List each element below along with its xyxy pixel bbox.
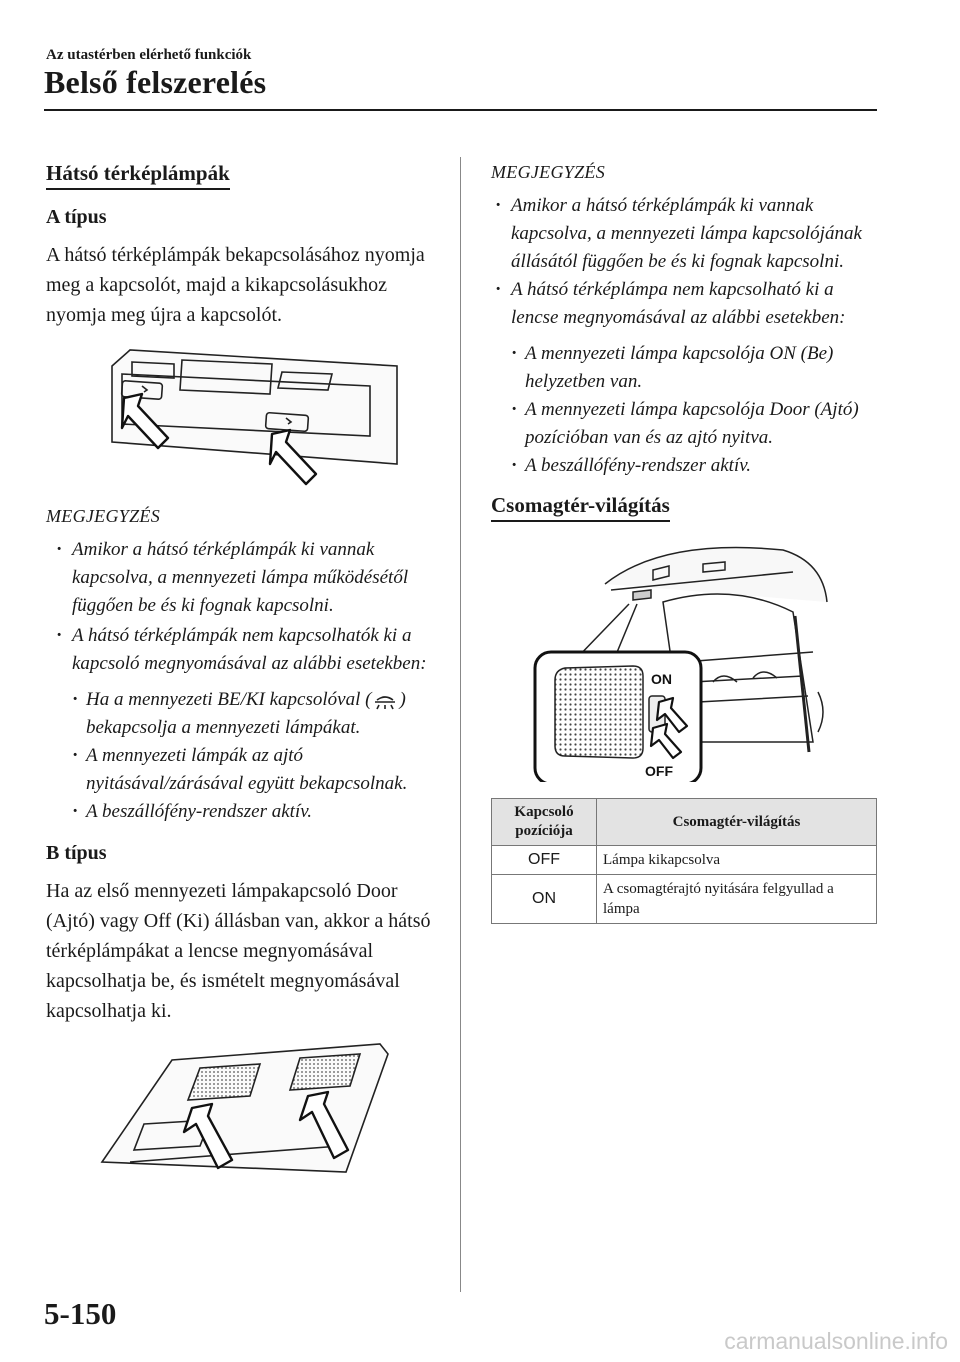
table-row xyxy=(492,846,877,875)
rear-map-lamps-heading: Hátsó térképlámpák xyxy=(46,160,230,190)
type-a-switch-figure xyxy=(102,344,402,486)
cargo-light-table xyxy=(491,798,877,924)
note-b-sub-3: · A beszállófény-rendszer aktív. xyxy=(485,452,883,480)
table-cell-description: A csomagtérajtó nyitására felgyullad a lámpa xyxy=(597,875,877,924)
note-a-sub-2: · A mennyezeti lámpák az ajtó nyitásával/zárásával együtt bekapcsolnak. xyxy=(46,742,436,798)
note-b-sub-1: · A mennyezeti lámpa kapcsolója ON (Be) helyzetben van. xyxy=(485,340,883,396)
page-number: 5-150 xyxy=(44,1296,117,1331)
note-b-sub-2: · A mennyezeti lámpa kapcsolója Door (Ajtó) pozícióban van és az ajtó nyitva. xyxy=(485,396,883,452)
dome-light-icon xyxy=(371,692,399,710)
off-label: OFF xyxy=(645,763,673,779)
page-title: Belső felszerelés xyxy=(44,64,267,100)
table-header-light: Csomagtér-világítás xyxy=(597,799,877,846)
breadcrumb: Az utastérben elérhető funkciók xyxy=(46,47,252,63)
watermark: carmanualsonline.info xyxy=(724,1328,948,1354)
note-a-sub-1-pre: Ha a mennyezeti BE/KI kapcsolóval ( xyxy=(86,689,372,710)
type-a-label: A típus xyxy=(46,206,107,228)
note-a-list xyxy=(46,536,436,678)
right-column xyxy=(491,160,883,924)
on-label: ON xyxy=(651,671,672,687)
column-divider xyxy=(460,157,461,1292)
note-b-heading: MEGJEGYZÉS xyxy=(491,162,605,182)
note-a-bullet-1: · Amikor a hátsó térképlámpák ki vannak kapcsolva, a mennyezeti lámpa működésétől függően be és ki fognak kapcsolni. xyxy=(46,536,436,620)
note-b-sublist xyxy=(485,340,883,480)
note-b-bullet-1: · Amikor a hátsó térképlámpák ki vannak kapcsolva, a mennyezeti lámpa kapcsolójának állásától függően be és ki fognak kapcsolni. xyxy=(485,192,883,276)
note-a-sublist xyxy=(46,686,436,826)
note-a-sub-1 xyxy=(46,686,436,742)
note-a-sub-1-post: ) bekapcsolja a mennyezeti lámpákat. xyxy=(86,689,406,738)
table-header-row xyxy=(492,799,877,846)
type-a-text: A hátsó térképlámpák bekapcsolásához nyomja meg a kapcsolót, majd a kikapcsolásukhoz nyomja meg újra a kapcsolót. xyxy=(46,244,425,326)
cargo-light-figure xyxy=(533,542,833,782)
cargo-light-heading: Csomagtér-világítás xyxy=(491,492,670,522)
table-header-position: Kapcsoló pozíciója xyxy=(492,799,597,846)
type-b-text: Ha az első mennyezeti lámpakapcsoló Door (Ajtó) vagy Off (Ki) állásban van, akkor a hátsó térképlámpákat a lencse megnyomásával kapcsolhatja be, és ismételt megnyomásával kapcsolhatja ki. xyxy=(46,880,431,1022)
note-a-bullet-2: · A hátsó térképlámpák nem kapcsolhatók ki a kapcsoló megnyomásával az alábbi esetekben: xyxy=(46,622,436,678)
type-b-lens-figure xyxy=(100,1042,400,1174)
type-b-label: B típus xyxy=(46,842,107,864)
table-cell-description: Lámpa kikapcsolva xyxy=(597,846,877,875)
table-cell-position: ON xyxy=(492,875,597,924)
note-b-bullet-2: · A hátsó térképlámpa nem kapcsolható ki a lencse megnyomásával az alábbi esetekben: xyxy=(485,276,883,332)
table-row xyxy=(492,875,877,924)
left-column xyxy=(46,160,436,1174)
header-divider xyxy=(44,109,877,111)
note-a-heading: MEGJEGYZÉS xyxy=(46,506,160,526)
note-a-sub-3: · A beszállófény-rendszer aktív. xyxy=(46,798,436,826)
table-cell-position: OFF xyxy=(492,846,597,875)
note-b-list xyxy=(485,192,883,332)
